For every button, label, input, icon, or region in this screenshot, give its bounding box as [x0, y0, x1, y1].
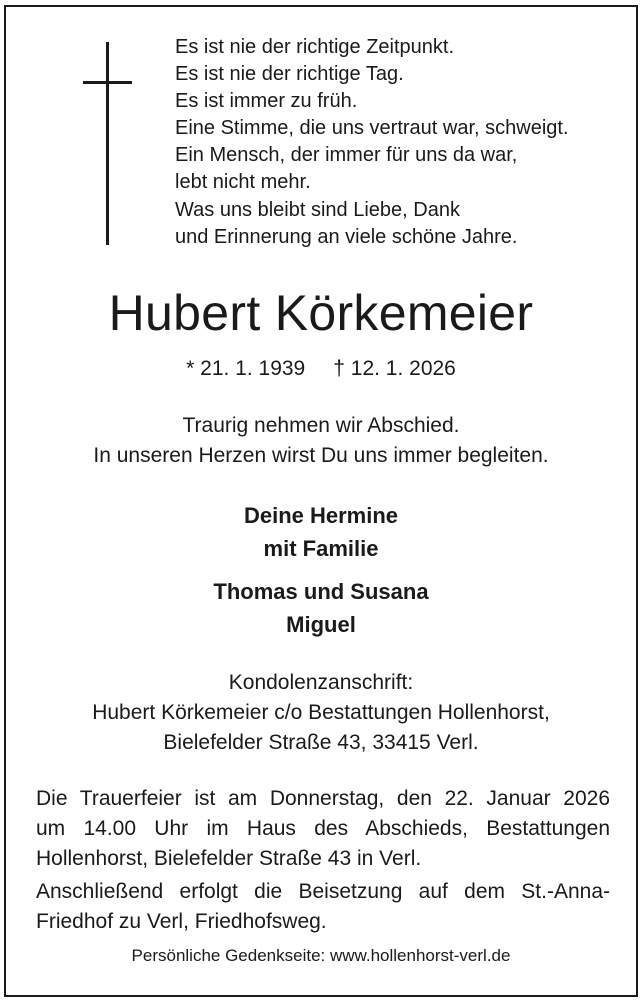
- deceased-name: Hubert Körkemeier: [108, 285, 534, 341]
- condolence-address: [0, 668, 642, 758]
- death-date: † 12. 1. 2026: [333, 357, 456, 380]
- mourner-group: [0, 499, 642, 565]
- burial-line: Friedhof zu Verl, Friedhofsweg.: [36, 910, 327, 933]
- mourner-line: mit Familie: [263, 536, 379, 561]
- farewell-line: In unseren Herzen wirst Du uns immer begleiten.: [93, 444, 549, 467]
- poem-line: Es ist nie der richtige Zeitpunkt.: [175, 36, 455, 58]
- burial-info: [36, 877, 610, 937]
- mourner-line: Deine Hermine: [243, 503, 399, 528]
- poem-line: und Erinnerung an viele schöne Jahre.: [175, 225, 518, 248]
- life-dates: [0, 355, 642, 383]
- poem-line: Es ist immer zu früh.: [175, 90, 358, 113]
- poem-line: lebt nicht mehr.: [175, 171, 311, 194]
- burial-line: Anschließend erfolgt die Beisetzung auf dem St.-Anna-: [36, 880, 610, 903]
- service-line: um 14.00 Uhr im Haus des Abschieds, Bestattungen: [36, 817, 610, 840]
- funeral-service-info: [36, 784, 610, 874]
- memorial-website: Persönliche Gedenkseite: www.hollenhorst-verl.de: [131, 946, 511, 965]
- mourner-line: Thomas und Susana: [213, 579, 429, 604]
- condolence-line: Hubert Körkemeier c/o Bestattungen Hollenhorst,: [92, 701, 550, 724]
- service-line: Die Trauerfeier ist am Donnerstag, den 22. Januar 2026: [36, 787, 610, 810]
- farewell-line: Traurig nehmen wir Abschied.: [182, 414, 460, 437]
- poem-line: Ein Mensch, der immer für uns da war,: [175, 144, 518, 167]
- poem: [175, 34, 569, 251]
- poem-line: Es ist nie der richtige Tag.: [175, 63, 404, 86]
- condolence-heading: Kondolenzanschrift:: [228, 671, 414, 694]
- condolence-line: Bielefelder Straße 43, 33415 Verl.: [163, 731, 479, 754]
- service-line: Hollenhorst, Bielefelder Straße 43 in Verl.: [36, 847, 422, 870]
- mourner-line: Miguel: [286, 612, 356, 637]
- poem-line: Was uns bleibt sind Liebe, Dank: [175, 198, 460, 221]
- poem-line: Eine Stimme, die uns vertraut war, schweigt.: [175, 117, 569, 140]
- farewell-text: [0, 411, 642, 471]
- birth-date: * 21. 1. 1939: [186, 357, 306, 380]
- mourner-group: [0, 575, 642, 641]
